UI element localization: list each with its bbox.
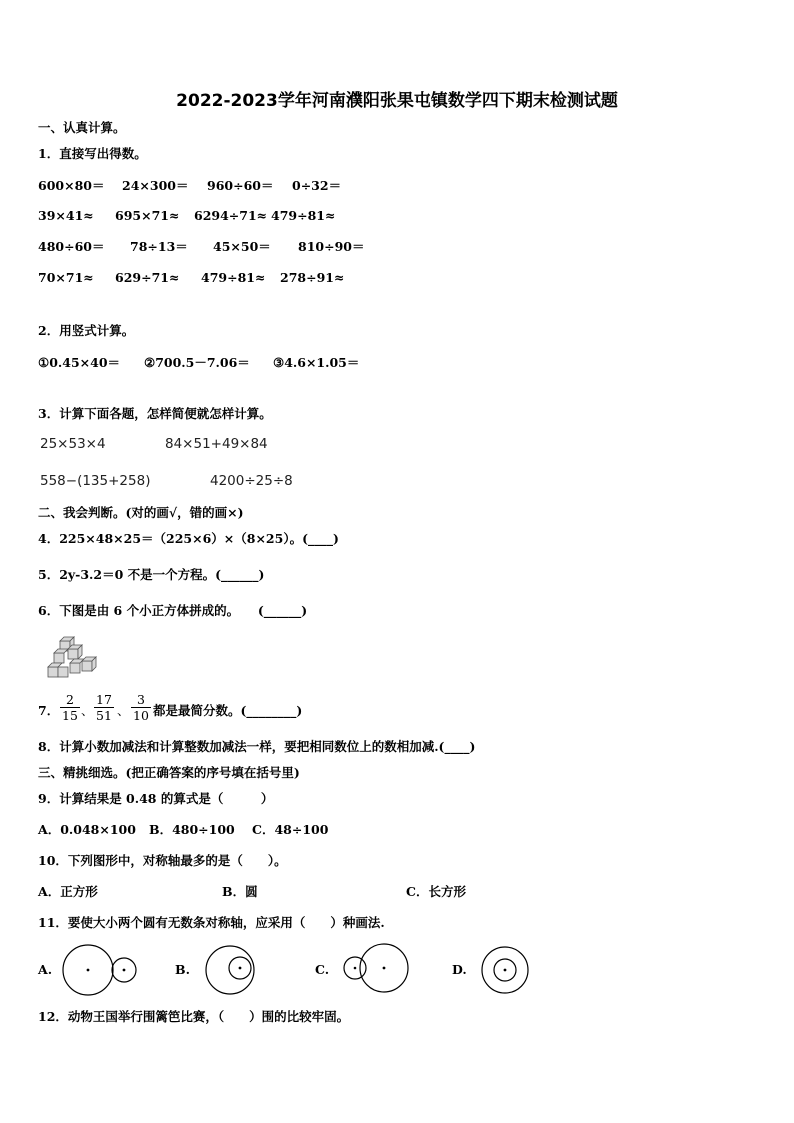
q5: 5．2y-3.2＝0 不是一个方程。(______) [38, 567, 265, 582]
q9-option-b: B．480÷100 [149, 822, 235, 837]
q1-item: 0÷32＝ [292, 178, 342, 193]
q2-label: 2．用竖式计算。 [38, 323, 135, 338]
q1-item: 78÷13＝ [130, 239, 188, 254]
q3-label: 3．计算下面各题，怎样简便就怎样计算。 [38, 406, 272, 421]
section-2-heading: 二、我会判断。(对的画√，错的画×) [38, 505, 244, 520]
q9-option-c: C．48÷100 [252, 822, 329, 837]
q1-item: 278÷91≈ [280, 270, 345, 285]
q11-option-b: B. [175, 962, 190, 977]
q1-item: 479÷81≈ [201, 270, 266, 285]
q7-fraction [131, 692, 151, 723]
circles-option-d-figure [480, 944, 532, 996]
q10-option-c: C．长方形 [406, 884, 466, 899]
q1-item: 24×300＝ [122, 178, 189, 193]
circles-option-c-figure [342, 944, 412, 996]
q10-option-a: A．正方形 [38, 884, 98, 899]
fraction-denominator: 10 [133, 708, 149, 723]
q3-item: 558−(135+258) [40, 473, 151, 489]
q2-item: ①0.45×40＝ [38, 355, 121, 370]
q2-item: ②700.5－7.06＝ [144, 355, 250, 370]
q1-item: 600×80＝ [38, 178, 105, 193]
q3-item: 4200÷25÷8 [210, 473, 293, 489]
q6: 6．下图是由 6 个小正方体拼成的。 (______) [38, 603, 308, 618]
page-title: 2022-2023学年河南濮阳张果屯镇数学四下期末检测试题 [176, 91, 618, 111]
q1-item: 695×71≈ [115, 208, 180, 223]
fraction-numerator: 3 [131, 692, 151, 708]
fraction-denominator: 15 [62, 708, 78, 723]
q1-item: 39×41≈ [38, 208, 94, 223]
q11-label: 11．要使大小两个圆有无数条对称轴，应采用（ ）种画法. [38, 915, 385, 930]
q7-fraction [60, 692, 80, 723]
circles-option-a-figure [60, 944, 140, 996]
q1-label: 1．直接写出得数。 [38, 146, 147, 161]
q7-fraction [94, 692, 114, 723]
q9-label: 9．计算结果是 0.48 的算式是（ ） [38, 791, 274, 806]
q7-separator: 、 [117, 703, 130, 718]
q12: 12．动物王国举行围篱笆比赛，（ ）围的比较牢固。 [38, 1009, 350, 1024]
q4: 4．225×48×25＝（225×6）×（8×25）。(____) [38, 531, 339, 546]
circles-option-b-figure [204, 944, 260, 996]
q1-item: 479÷81≈ [271, 208, 336, 223]
q10-option-b: B．圆 [222, 884, 258, 899]
q8: 8．计算小数加减法和计算整数加减法一样，要把相同数位上的数相加减.(____) [38, 739, 476, 754]
fraction-denominator: 51 [96, 708, 112, 723]
q1-item: 629÷71≈ [115, 270, 180, 285]
q1-item: 6294÷71≈ [194, 208, 268, 223]
fraction-numerator: 17 [96, 692, 112, 707]
q2-item: ③4.6×1.05＝ [273, 355, 360, 370]
q7-separator: 、 [81, 703, 94, 718]
q1-item: 70×71≈ [38, 270, 94, 285]
q9-option-a: A．0.048×100 [38, 822, 136, 837]
q1-item: 960÷60＝ [207, 178, 274, 193]
section-1-heading: 一、认真计算。 [38, 120, 126, 135]
q1-item: 480÷60＝ [38, 239, 105, 254]
q3-item: 25×53×4 [40, 436, 106, 452]
q10-label: 10．下列图形中，对称轴最多的是（ ）。 [38, 853, 287, 868]
q1-item: 810÷90＝ [298, 239, 365, 254]
section-3-heading: 三、精挑细选。(把正确答案的序号填在括号里) [38, 765, 300, 780]
q7-suffix: 都是最简分数。(________) [153, 703, 303, 718]
q1-item: 45×50＝ [213, 239, 271, 254]
fraction-numerator: 2 [60, 692, 80, 708]
q7-prefix: 7． [38, 703, 60, 718]
q11-option-a: A. [38, 962, 53, 977]
q11-option-c: C. [315, 962, 330, 977]
q11-option-d: D. [452, 962, 467, 977]
q3-item: 84×51+49×84 [165, 436, 268, 452]
cube-stack-figure [46, 633, 98, 685]
